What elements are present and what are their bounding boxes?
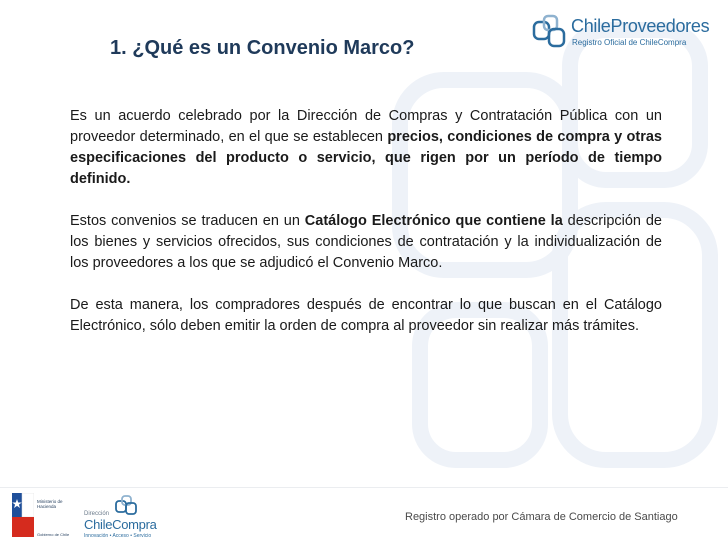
paragraph-process [70,295,662,337]
chileproveedores-logo [530,12,720,52]
paragraph-catalog [70,211,662,274]
footer-registro-text: Registro operado por Cámara de Comercio de Santiago [405,511,678,523]
chileproveedores-tagline: Registro Oficial de ChileCompra [572,38,687,47]
chilecompra-logo-icon [114,495,138,515]
chileproveedores-brand: ChileProveedores [571,16,710,36]
text-segment: Estos convenios se traducen en un [70,213,305,229]
text-segment: De esta manera, los compradores después de encontrar lo que buscan en el Catálogo Electrónico, sólo deben emitir la orden de compra al proveedor sin realizar más trámites. [70,297,662,334]
chilecompra-name: ChileCompra [84,517,157,532]
gobierno-text: Gobierno de Chile [37,532,70,537]
footer-divider [0,487,728,488]
direccion-label: Dirección [84,511,110,517]
bold-segment: Catálogo Electrónico que contiene la [304,213,563,229]
text-segment: Es un acuerdo celebrado por la Dirección de Compras y Contratación Pública con un proveedor determinado, en el que se establecen [70,108,662,145]
chileproveedores-logo-icon [530,14,570,50]
chilecompra-slogan: Innovación • Acceso • Servicio [84,533,152,539]
bold-segment: precios, condiciones de compra y otras especificaciones del producto o servicio, que rigen por un período de tiempo definido. [70,129,663,187]
chilecompra-logo [84,495,204,541]
paragraph-definition [70,106,662,190]
ministerio-text: Ministerio de Hacienda [37,499,63,509]
slide-title: 1. ¿Qué es un Convenio Marco? [110,37,415,59]
chile-government-shield-icon [12,493,34,537]
gobierno-de-chile-logo [12,493,82,539]
slide-body [70,106,662,358]
text-segment: descripción de los bienes y servicios ofrecidos, sus condiciones de contratación y la individualización de los proveedores a los que se adjudicó el Convenio Marco. [70,213,662,271]
